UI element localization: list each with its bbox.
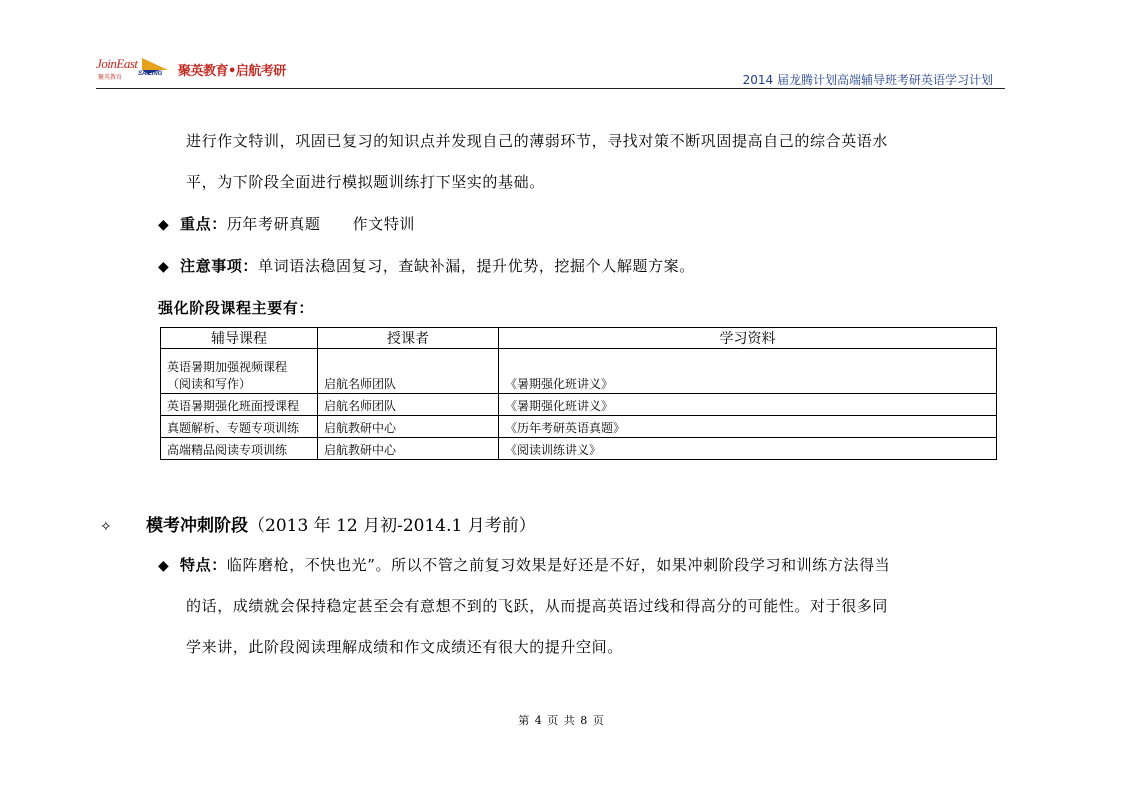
column-header-material: 学习资料 [499, 328, 997, 349]
section-period: （2013 年 12 月初-2014.1 月考前） [248, 516, 536, 536]
feature-line-1: 临阵磨枪，不快也光”。所以不管之前复习效果是好还是不好，如果冲刺阶段学习和训练方法得当 [226, 556, 891, 574]
intro-line-1: 进行作文特训，巩固已复习的知识点并发现自己的薄弱环节，寻找对策不断巩固提高自己的综合英语水 [186, 132, 889, 150]
intro-line-2: 平，为下阶段全面进行模拟题训练打下坚实的基础。 [186, 173, 545, 191]
section-heading [100, 511, 536, 536]
courses-heading: 强化阶段课程主要有： [158, 299, 315, 317]
feature-line-2: 的话，成绩就会保持稳定甚至会有意想不到的飞跃，从而提高英语过线和得高分的可能性。对于很多同 [186, 597, 889, 615]
courses-table [160, 327, 997, 460]
diamond-bullet-icon: ◆ [158, 558, 170, 574]
logo-brand-chinese: 聚英教育•启航考研 [178, 64, 286, 79]
course-cell-line: 英语暑期加强视频课程 [167, 360, 288, 374]
focus-label: 重点 [180, 215, 212, 233]
course-cell: 真题解析、专题专项训练 [161, 416, 318, 438]
focus-text: 历年考研真题 作文特训 [226, 215, 416, 233]
notes-colon: ： [242, 257, 259, 275]
sailing-logo-icon [138, 56, 172, 82]
feature-label: 特点 [180, 556, 212, 574]
hollow-diamond-bullet-icon: ✧ [100, 519, 112, 535]
material-cell: 《暑期强化班讲义》 [499, 394, 997, 416]
notes-label: 注意事项 [180, 257, 243, 275]
notes-text: 单词语法稳固复习，查缺补漏，提升优势，挖掘个人解题方案。 [258, 257, 695, 275]
teacher-cell: 启航教研中心 [318, 438, 499, 460]
teacher-cell: 启航名师团队 [318, 349, 499, 394]
section-title: 模考冲刺阶段 [146, 516, 248, 536]
focus-colon: ： [211, 215, 227, 233]
material-cell: 《历年考研英语真题》 [499, 416, 997, 438]
table-row [161, 394, 997, 416]
diamond-bullet-icon: ◆ [158, 217, 170, 233]
column-header-teacher: 授课者 [318, 328, 499, 349]
course-cell: 高端精品阅读专项训练 [161, 438, 318, 460]
feature-bullet [158, 554, 890, 575]
focus-bullet [158, 213, 415, 234]
notes-bullet [158, 255, 695, 276]
logo-sailing-text: SAILING [138, 71, 163, 77]
course-cell [161, 349, 318, 394]
column-header-course: 辅导课程 [161, 328, 318, 349]
table-row [161, 349, 997, 394]
logo-joineast-subtext: 聚英教育 [98, 74, 123, 81]
page-number: 第 4 页 共 8 页 [518, 714, 605, 727]
logo-joineast-text: JoinEast [96, 56, 138, 71]
header-divider [96, 88, 1005, 89]
table-header-row [161, 328, 997, 349]
feature-colon: ： [211, 556, 227, 574]
course-cell-line: （阅读和写作） [167, 377, 252, 391]
material-cell: 《暑期强化班讲义》 [499, 349, 997, 394]
table-row [161, 438, 997, 460]
course-cell: 英语暑期强化班面授课程 [161, 394, 318, 416]
document-title: 2014 届龙腾计划高端辅导班考研英语学习计划 [742, 73, 993, 87]
material-cell: 《阅读训练讲义》 [499, 438, 997, 460]
teacher-cell: 启航教研中心 [318, 416, 499, 438]
diamond-bullet-icon: ◆ [158, 259, 170, 275]
table-row [161, 416, 997, 438]
teacher-cell: 启航名师团队 [318, 394, 499, 416]
feature-line-3: 学来讲，此阶段阅读理解成绩和作文成绩还有很大的提升空间。 [186, 638, 623, 656]
